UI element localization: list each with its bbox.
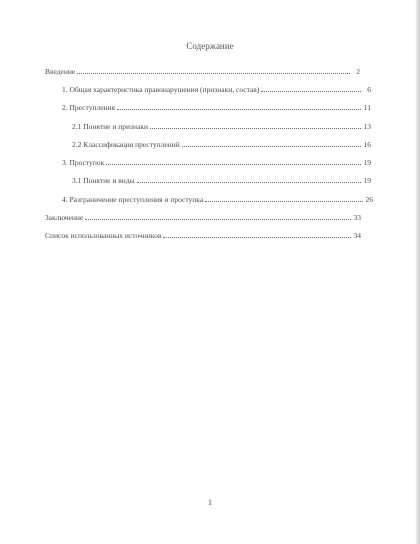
toc-entry-page: 19 xyxy=(363,176,371,185)
toc-entry-page: 13 xyxy=(363,122,371,131)
toc-entry-page: 26 xyxy=(365,195,373,204)
toc-dot-leader xyxy=(150,122,361,129)
toc-entry xyxy=(72,176,371,185)
toc-entry-page: 6 xyxy=(367,85,371,94)
toc-entry xyxy=(62,103,371,112)
toc-entry xyxy=(72,122,371,131)
toc-entry-label: Заключение xyxy=(45,213,84,222)
toc-entry-label: 4. Разграничение преступления и проступка xyxy=(62,195,204,204)
toc-dot-leader xyxy=(163,231,351,238)
toc-dot-leader xyxy=(137,176,361,183)
toc-entry-label: 2.2 Классификация преступлений xyxy=(72,140,180,149)
toc-entry-label: 2.1 Понятие и признаки xyxy=(72,122,149,131)
toc-entry-page: 11 xyxy=(363,103,371,112)
toc-entry-page: 19 xyxy=(363,158,371,167)
toc-entry-label: 2. Преступления xyxy=(62,103,116,112)
toc-dot-leader xyxy=(261,85,361,92)
toc-entry-page: 2 xyxy=(356,67,360,76)
toc-entry-page: 33 xyxy=(353,213,361,222)
toc-dot-leader xyxy=(85,213,351,220)
page-title: Содержание xyxy=(186,41,234,51)
toc-dot-leader xyxy=(77,67,350,74)
toc-entry xyxy=(45,213,361,222)
toc-entry-page: 34 xyxy=(353,231,361,240)
toc-entry xyxy=(45,67,360,76)
toc-entry-label: Введение xyxy=(45,67,76,76)
toc-dot-leader xyxy=(117,103,361,110)
toc-dot-leader xyxy=(182,140,361,147)
toc-dot-leader xyxy=(205,195,363,202)
toc-entry-page: 16 xyxy=(363,140,371,149)
toc-entry-label: 3. Проступок xyxy=(62,158,105,167)
page-edge-shadow xyxy=(415,0,418,544)
toc-entry xyxy=(72,140,371,149)
toc-entry-label: Список использованных источников xyxy=(45,231,162,240)
toc-entry xyxy=(62,85,371,94)
toc-entry xyxy=(62,158,371,167)
toc-entry xyxy=(45,231,361,240)
toc-entry-label: 3.1 Понятие и виды xyxy=(72,176,135,185)
toc-entry-label: 1. Общая характеристика правонарушения (признаки, состав) xyxy=(62,85,260,94)
toc-dot-leader xyxy=(106,158,361,165)
page-number: 1 xyxy=(208,498,212,507)
toc-entry xyxy=(62,195,373,204)
